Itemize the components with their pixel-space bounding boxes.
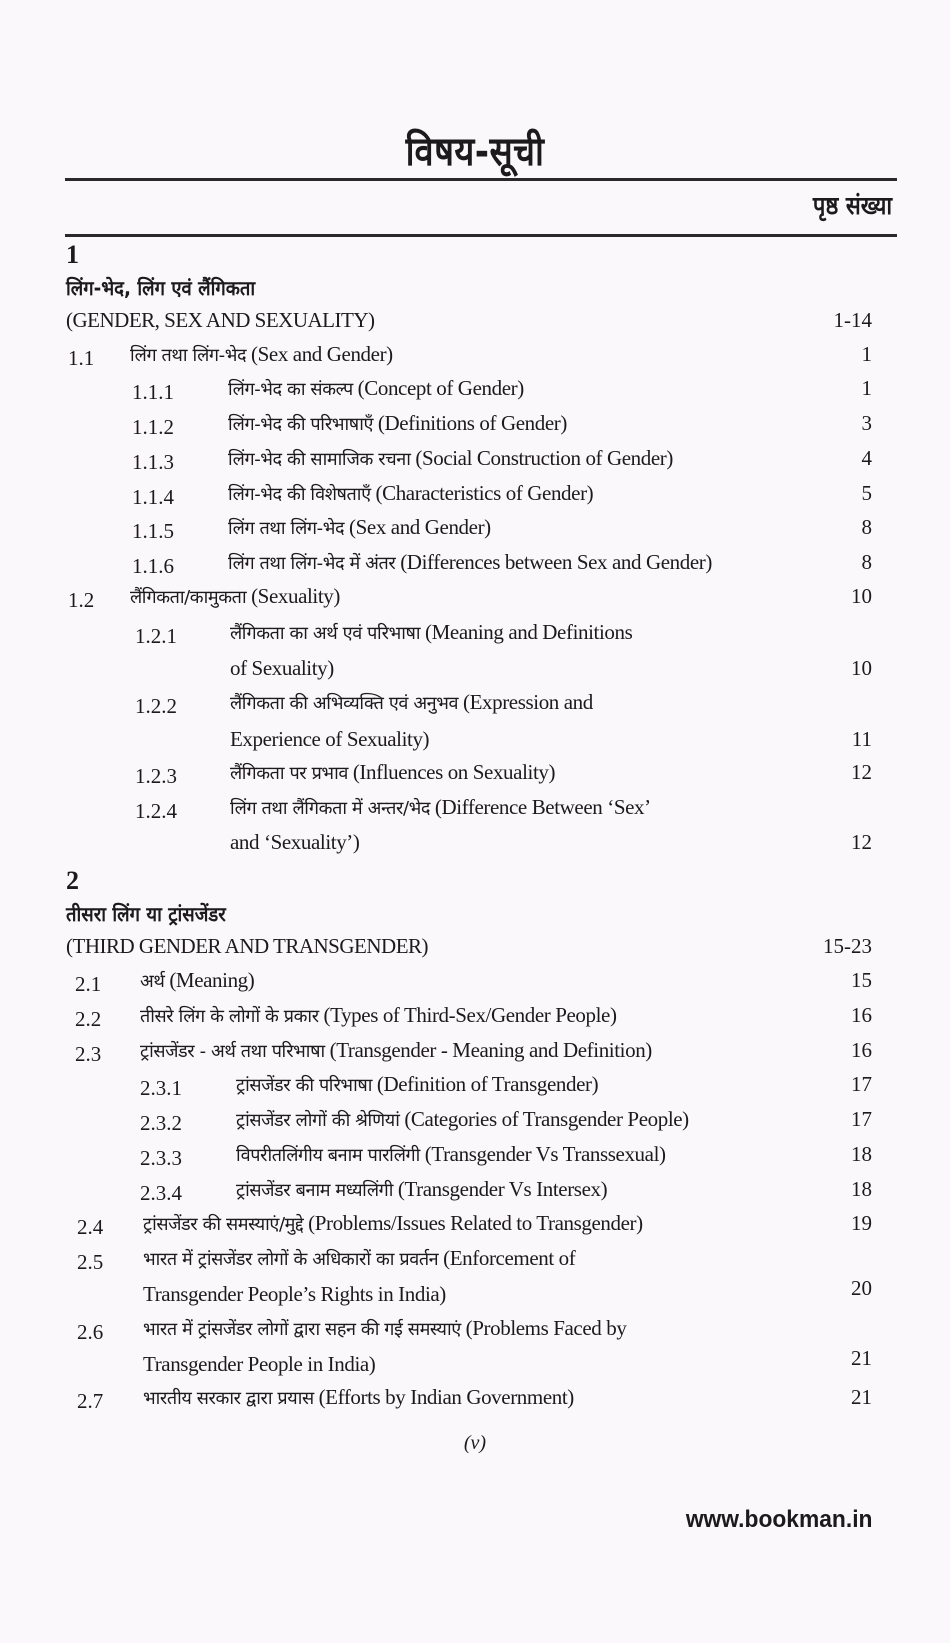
entry-title-continuation: Experience of Sexuality) bbox=[230, 727, 430, 751]
page-title: विषय-सूची bbox=[405, 129, 545, 175]
entry-title: ट्रांसजेंडर बनाम मध्यलिंगी (Transgender Vs Intersex) bbox=[236, 1177, 608, 1201]
header-rule-top bbox=[65, 178, 897, 181]
entry-title: लैंगिकता/कामुकता (Sexuality) bbox=[130, 584, 340, 608]
chapter-page-range: 1-14 bbox=[833, 308, 872, 332]
entry-title: लिंग-भेद की सामाजिक रचना (Social Construction of Gender) bbox=[228, 446, 673, 470]
entry-title: लिंग तथा लैंगिकता में अन्तर/भेद (Difference Between ‘Sex’ bbox=[230, 795, 651, 819]
entry-page: 10 bbox=[851, 584, 872, 608]
entry-title: ट्रांसजेंडर की समस्याएं/मुद्दे (Problems/Issues Related to Transgender) bbox=[143, 1211, 643, 1235]
entry-title-continuation: Transgender People’s Rights in India) bbox=[143, 1282, 446, 1306]
entry-title: भारत में ट्रांसजेंडर लोगों द्वारा सहन की गई समस्याएं (Problems Faced by bbox=[143, 1316, 627, 1340]
entry-number: 2.5 bbox=[77, 1250, 104, 1274]
entry-number: 1.1.5 bbox=[132, 519, 174, 543]
entry-number: 1.2.2 bbox=[135, 694, 177, 718]
entry-title: भारतीय सरकार द्वारा प्रयास (Efforts by Indian Government) bbox=[143, 1385, 574, 1409]
entry-page: 8 bbox=[861, 550, 872, 574]
entry-page: 21 bbox=[851, 1346, 872, 1370]
entry-page: 3 bbox=[861, 411, 872, 435]
entry-page: 11 bbox=[851, 727, 872, 751]
entry-title: लैंगिकता का अर्थ एवं परिभाषा (Meaning and Definitions bbox=[230, 620, 633, 644]
entry-title: लिंग तथा लिंग-भेद (Sex and Gender) bbox=[130, 342, 393, 366]
page-folio: (v) bbox=[463, 1432, 487, 1454]
entry-page: 5 bbox=[861, 481, 872, 505]
entry-page: 16 bbox=[851, 1003, 872, 1027]
entry-title: भारत में ट्रांसजेंडर लोगों के अधिकारों का प्रवर्तन (Enforcement of bbox=[143, 1246, 576, 1270]
entry-number: 2.3 bbox=[75, 1042, 102, 1066]
entry-title: लिंग तथा लिंग-भेद (Sex and Gender) bbox=[228, 515, 491, 539]
chapter-page-range: 15-23 bbox=[823, 934, 872, 958]
chapter-title-hindi: लिंग-भेद, लिंग एवं लैंगिकता bbox=[66, 276, 256, 300]
entry-number: 1.2.3 bbox=[135, 764, 177, 788]
header-rule-bottom bbox=[65, 234, 897, 237]
entry-number: 2.7 bbox=[77, 1389, 104, 1413]
entry-title: विपरीतलिंगीय बनाम पारलिंगी (Transgender Vs Transsexual) bbox=[236, 1142, 666, 1166]
entry-page: 10 bbox=[851, 656, 872, 680]
entry-title: ट्रांसजेंडर की परिभाषा (Definition of Transgender) bbox=[236, 1072, 599, 1096]
entry-page: 4 bbox=[861, 446, 872, 470]
entry-page: 1 bbox=[861, 342, 872, 366]
chapter-title-hindi: तीसरा लिंग या ट्रांसजेंडर bbox=[66, 902, 226, 926]
entry-number: 2.3.2 bbox=[140, 1111, 182, 1135]
entry-title: लिंग तथा लिंग-भेद में अंतर (Differences between Sex and Gender) bbox=[228, 550, 712, 574]
chapter-number: 2 bbox=[66, 866, 79, 895]
entry-number: 2.3.3 bbox=[140, 1146, 182, 1170]
entry-title-continuation: Transgender People in India) bbox=[143, 1352, 376, 1376]
entry-title: अर्थ (Meaning) bbox=[140, 968, 255, 992]
entry-page: 21 bbox=[851, 1385, 872, 1409]
entry-number: 1.1.4 bbox=[132, 485, 174, 509]
entry-number: 1.1 bbox=[68, 346, 95, 370]
entry-number: 2.1 bbox=[75, 972, 102, 996]
entry-number: 1.1.2 bbox=[132, 415, 174, 439]
entry-title: लिंग-भेद की विशेषताएँ (Characteristics of Gender) bbox=[228, 481, 594, 505]
entry-page: 1 bbox=[861, 376, 872, 400]
entry-number: 2.2 bbox=[75, 1007, 102, 1031]
entry-page: 12 bbox=[851, 760, 872, 784]
chapter-title-english: (GENDER, SEX AND SEXUALITY) bbox=[66, 308, 375, 332]
entry-number: 2.4 bbox=[77, 1215, 104, 1239]
entry-page: 19 bbox=[851, 1211, 872, 1235]
entry-title-continuation: of Sexuality) bbox=[230, 656, 334, 680]
entry-number: 1.2.1 bbox=[135, 624, 177, 648]
entry-title: तीसरे लिंग के लोगों के प्रकार (Types of Third-Sex/Gender People) bbox=[140, 1003, 617, 1027]
page-number-column-header: पृष्ठ संख्या bbox=[812, 191, 892, 220]
entry-page: 16 bbox=[851, 1038, 872, 1062]
entry-page: 20 bbox=[851, 1276, 872, 1300]
entry-page: 18 bbox=[851, 1177, 872, 1201]
entry-number: 1.2 bbox=[68, 588, 95, 612]
entry-number: 1.1.1 bbox=[132, 380, 174, 404]
entry-title: लिंग-भेद का संकल्प (Concept of Gender) bbox=[228, 376, 524, 400]
entry-number: 1.2.4 bbox=[135, 799, 177, 823]
entry-page: 17 bbox=[851, 1107, 872, 1131]
entry-title: ट्रांसजेंडर लोगों की श्रेणियां (Categories of Transgender People) bbox=[236, 1107, 689, 1131]
entry-title: लैंगिकता की अभिव्यक्ति एवं अनुभव (Expression and bbox=[230, 690, 593, 714]
entry-page: 15 bbox=[851, 968, 872, 992]
entry-number: 1.1.6 bbox=[132, 554, 174, 578]
entry-number: 2.6 bbox=[77, 1320, 104, 1344]
entry-number: 2.3.1 bbox=[140, 1076, 182, 1100]
entry-page: 8 bbox=[861, 515, 872, 539]
chapter-number: 1 bbox=[66, 240, 79, 269]
entry-title-continuation: and ‘Sexuality’) bbox=[230, 830, 360, 854]
entry-page: 12 bbox=[851, 830, 872, 854]
chapter-title-english: (THIRD GENDER AND TRANSGENDER) bbox=[66, 934, 429, 958]
entry-page: 17 bbox=[851, 1072, 872, 1096]
footer-watermark-url[interactable]: www.bookman.in bbox=[685, 1506, 872, 1533]
entry-title: लिंग-भेद की परिभाषाएँ (Definitions of Gender) bbox=[228, 411, 567, 435]
entry-title: लैंगिकता पर प्रभाव (Influences on Sexuality) bbox=[230, 760, 556, 784]
entry-title: ट्रांसजेंडर - अर्थ तथा परिभाषा (Transgender - Meaning and Definition) bbox=[140, 1038, 652, 1062]
entry-number: 2.3.4 bbox=[140, 1181, 182, 1205]
entry-page: 18 bbox=[851, 1142, 872, 1166]
entry-number: 1.1.3 bbox=[132, 450, 174, 474]
